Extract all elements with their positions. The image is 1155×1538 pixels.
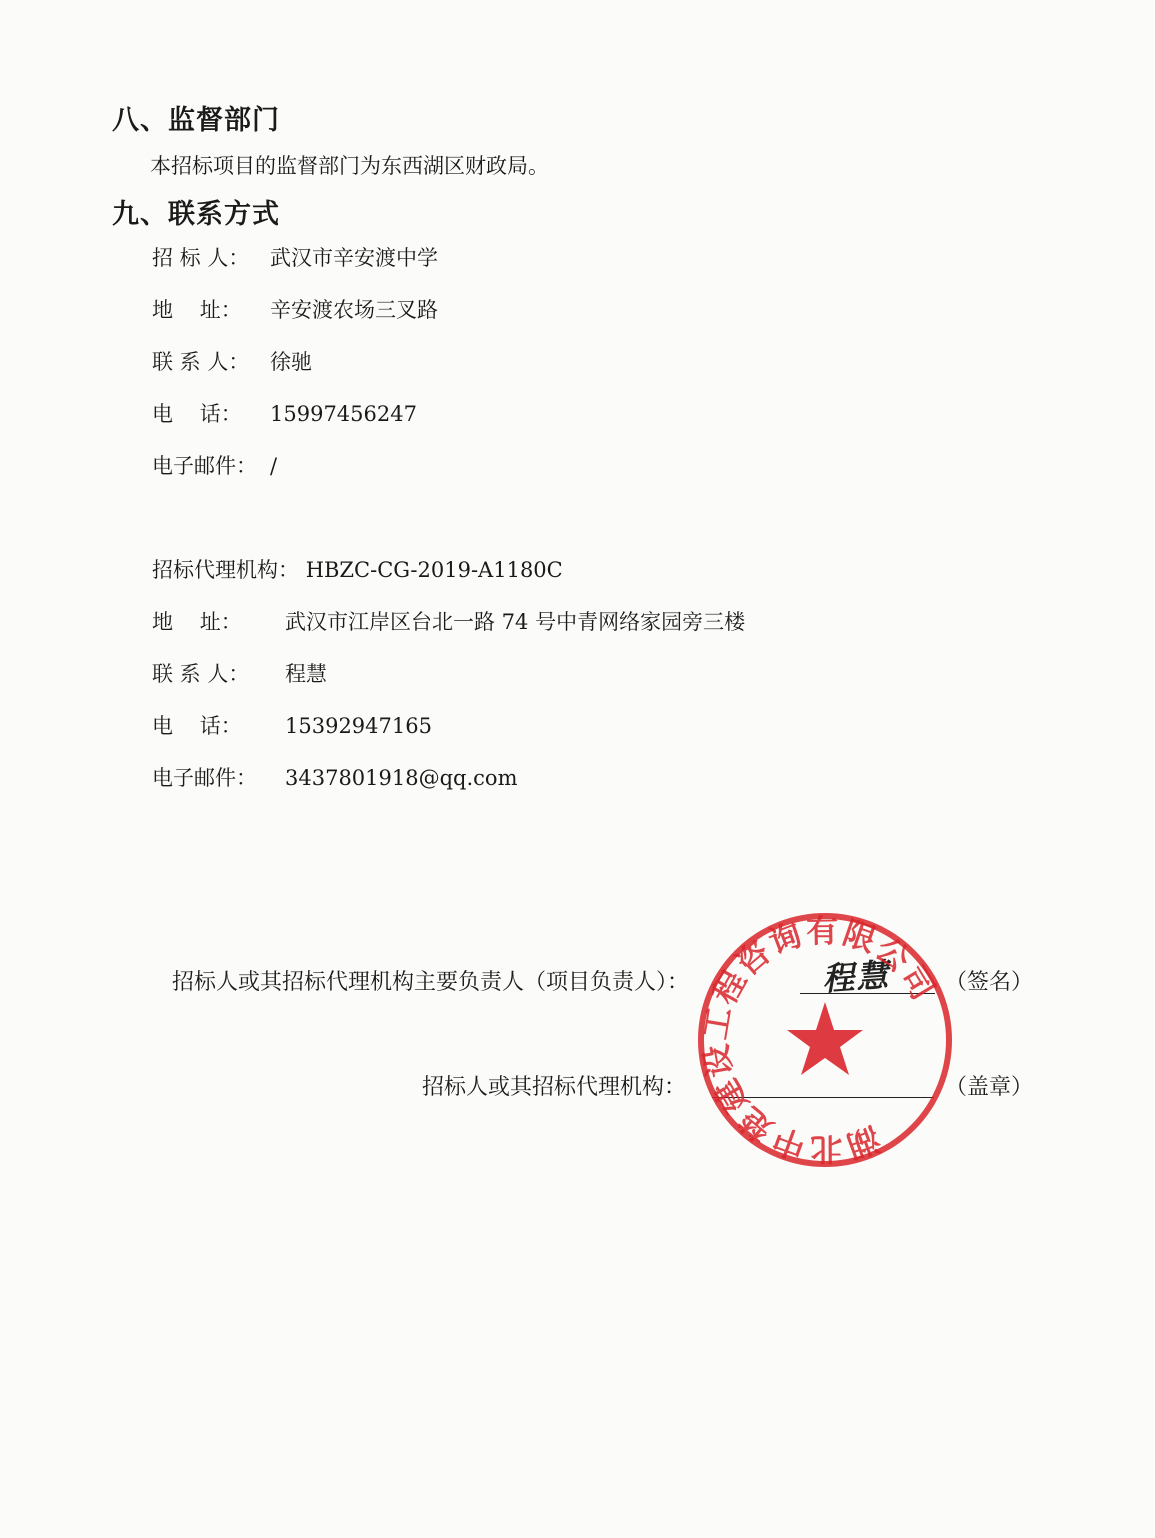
tenderer-name-label: 招 标 人：: [152, 246, 250, 270]
section-9-heading: 九、联系方式: [112, 199, 280, 230]
agency-email-label: 电子邮件：: [152, 766, 257, 790]
tenderer-name-row: [152, 243, 438, 273]
organization-line: 招标人或其招标代理机构：: [422, 1075, 687, 1100]
agency-address-row: [152, 607, 746, 637]
tenderer-address: 辛安渡农场三叉路: [270, 298, 438, 322]
signature-suffix: （签名）: [945, 970, 1034, 995]
agency-name: HBZC-CG-2019-A1180C: [305, 558, 563, 582]
tenderer-phone-label: 电 话：: [152, 402, 242, 426]
responsible-person-line: 招标人或其招标代理机构主要负责人（项目负责人）：: [172, 970, 690, 995]
agency-contact-row: [152, 659, 327, 689]
agency-name-label: 招标代理机构：: [152, 558, 299, 582]
agency-email-row: [152, 763, 518, 793]
tenderer-address-label: 地 址：: [152, 298, 242, 322]
tenderer-phone-row: [152, 399, 417, 429]
section-8-text: 本招标项目的监督部门为东西湖区财政局。: [150, 154, 549, 178]
company-seal: [695, 910, 955, 1170]
agency-phone: 15392947165: [285, 714, 432, 738]
seal-suffix: （盖章）: [945, 1075, 1034, 1100]
tenderer-email-row: [152, 451, 278, 481]
agency-name-row: [152, 555, 563, 585]
tenderer-email: /: [270, 454, 278, 478]
handwritten-signature: 程慧: [820, 955, 892, 999]
agency-email: 3437801918@qq.com: [285, 766, 518, 790]
section-8-heading: 八、监督部门: [112, 105, 280, 136]
agency-contact: 程慧: [285, 662, 327, 686]
tenderer-contact-row: [152, 347, 312, 377]
agency-address: 武汉市江岸区台北一路 74 号中青网络家园旁三楼: [285, 610, 746, 634]
seal-star-icon: [787, 1002, 863, 1075]
agency-phone-label: 电 话：: [152, 714, 242, 738]
tenderer-name: 武汉市辛安渡中学: [270, 246, 438, 270]
tenderer-contact: 徐驰: [270, 350, 312, 374]
tenderer-contact-label: 联 系 人：: [152, 350, 250, 374]
agency-address-label: 地 址：: [152, 610, 242, 634]
agency-contact-label: 联 系 人：: [152, 662, 250, 686]
tenderer-address-row: [152, 295, 438, 325]
tenderer-phone: 15997456247: [270, 402, 417, 426]
agency-phone-row: [152, 711, 432, 741]
seal-text: 湖北中楚建设工程咨询有限公司: [695, 911, 944, 1169]
tenderer-email-label: 电子邮件：: [152, 454, 257, 478]
